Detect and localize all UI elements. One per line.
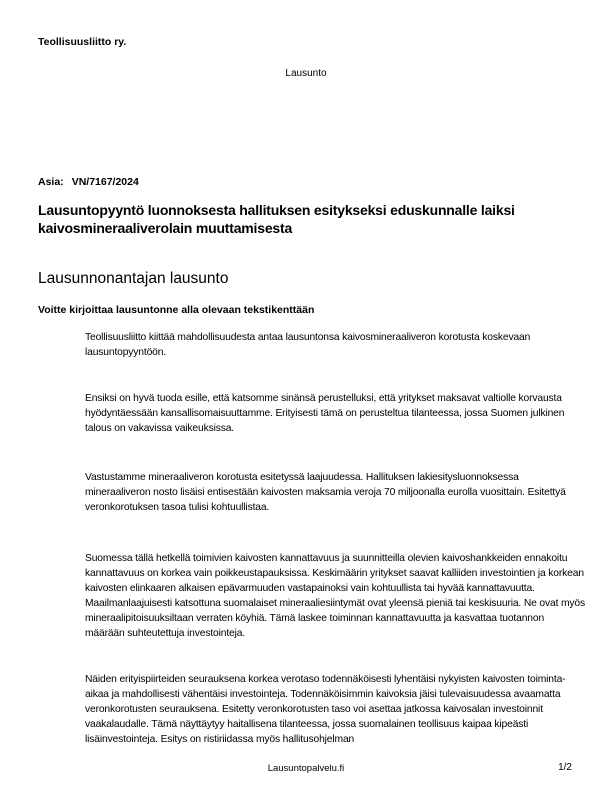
footer-page-number: 1/2 [558,762,572,773]
organization-name: Teollisuusliitto ry. [38,36,127,48]
body-paragraph-5: Näiden erityispiirteiden seurauksena korkea verotaso todennäköisesti lyhentäisi nykyisten kaivosten toiminta-aikaa ja mahdollisesti vähentäisi investointeja. Todennäköisimmin kaivoksia jäisi tulevaisuudessa avaamatta veronkorotusten seurauksena. Esitetty veronkorotusten taso voi asettaa jatkossa kaivosalan investoinnit vaakalaudalle. Tämä näyttäytyy haitallisena tilanteessa, jossa suomalainen teollisuus kaipaa kipeästi lisäinvestointeja. Esitys on ristiriidassa myös hallitusohjelman [85,674,566,745]
body-paragraph-3: Vastustamme mineraaliveron korotusta esitetyssä laajuudessa. Hallituksen lakiesitysluonnoksessa mineraaliveron nosto lisäisi entisestään kaivosten maksamia veroja 70 miljoonalla eurolla vuosittain. Esitettyä veronkorotuksen tasoa tulisi kohtuullistaa. [85,472,566,513]
section-heading: Lausunnonantajan lausunto [38,270,229,287]
case-line [38,176,139,188]
footer-site-name: Lausuntopalvelu.fi [267,763,345,774]
case-number: VN/7167/2024 [71,176,139,188]
body-paragraph-1: Teollisuusliitto kiittää mahdollisuudesta antaa lausuntonsa kaivosmineraaliveron korotusta koskevaan lausuntopyyntöön. [85,332,531,358]
case-label: Asia: [38,176,64,188]
document-type-label: Lausunto [285,68,327,79]
response-prompt: Voitte kirjoittaa lausuntonne alla olevaan tekstikenttään [38,304,315,316]
body-paragraph-2: Ensiksi on hyvä tuoda esille, että katsomme sinänsä perustelluksi, että yritykset maksavat valtiolle korvausta hyödyntäessään kansallisomaisuuttamme. Erityisesti tämä on perusteltua tilanteessa, jossa Suomen julkinen talous on vakavissa vaikeuksissa. [85,393,565,434]
document-title: Lausuntopyyntö luonnoksesta hallituksen esitykseksi eduskunnalle laiksi kaivosmineraaliverolain muuttamisesta [38,202,515,236]
body-paragraph-4: Suomessa tällä hetkellä toimivien kaivosten kannattavuus ja suunnitteilla olevien kaivoshankkeiden ennakoitu kannattavuus on korkea vain poikkeustapauksissa. Keskimäärin yritykset saavat kalliiden investointien ja korkean kaivosten elinkaaren alkaisen epävarmuuden vastapainoksi vain kohtuullista tai hyvää kannattavuutta. Maailmanlaajuisesti katsottuna suomalaiset mineraaliesiintymät ovat yleensä pieniä tai keskisuuria. Ne ovat myös mineraalipitoisuuksiltaan verraten köyhiä. Tämä laskee toiminnan kannattavuutta ja kasvattaa tuotannon määrään suhteutettuja investointeja. [85,553,586,639]
